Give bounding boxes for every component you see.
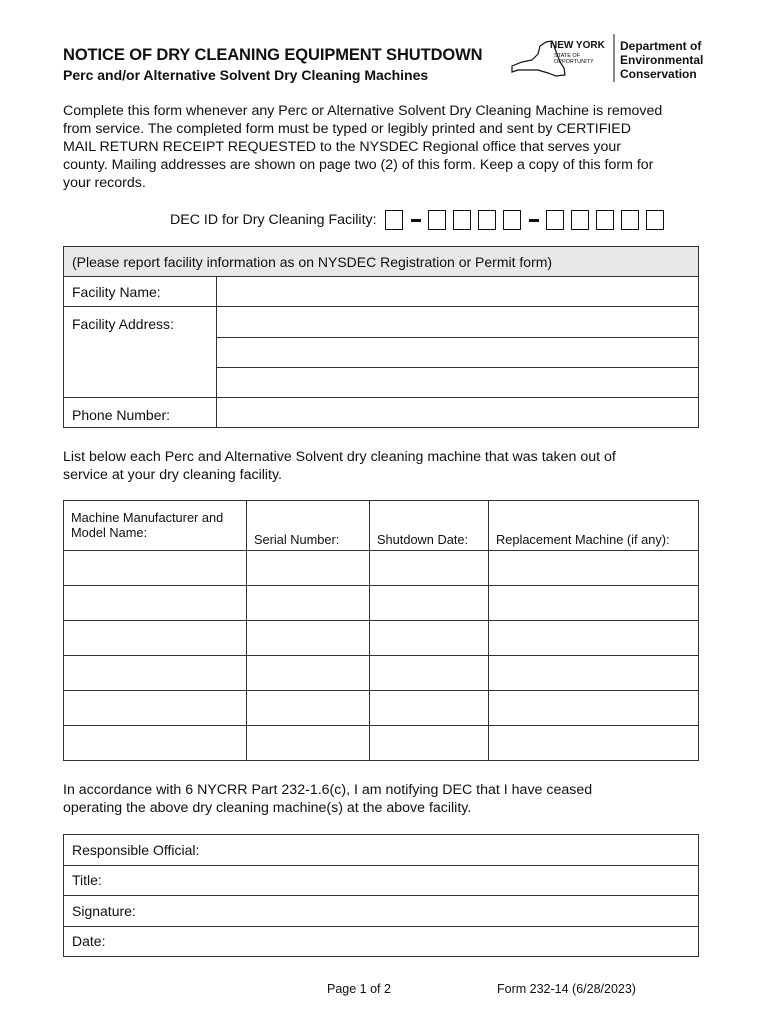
table-row	[64, 691, 699, 726]
notification-line: operating the above dry cleaning machine(s) at the above facility.	[63, 800, 472, 816]
col-header-model-line-2: Model Name:	[71, 525, 148, 540]
model-cell[interactable]	[64, 691, 247, 726]
responsible-official-field[interactable]: Responsible Official:	[64, 835, 699, 866]
model-cell[interactable]	[64, 551, 247, 586]
logo-state-name: NEW YORK	[550, 40, 605, 51]
signature-field[interactable]: Signature:	[64, 896, 699, 927]
dec-id-digit-box[interactable]	[571, 210, 589, 230]
facility-info-table	[63, 246, 699, 428]
signature-table	[63, 834, 699, 957]
form-number: Form 232-14 (6/28/2023)	[497, 982, 636, 996]
facility-name-field[interactable]	[217, 277, 699, 307]
serial-cell[interactable]	[247, 621, 370, 656]
intro-line: Complete this form whenever any Perc or Alternative Solvent Dry Cleaning Machine is removed	[63, 103, 663, 119]
page-subtitle: Perc and/or Alternative Solvent Dry Cleaning Machines	[63, 67, 429, 83]
machines-table	[63, 500, 699, 761]
serial-cell[interactable]	[247, 586, 370, 621]
title-field[interactable]: Title:	[64, 865, 699, 896]
replacement-cell[interactable]	[489, 656, 699, 691]
replacement-cell[interactable]	[489, 726, 699, 761]
serial-cell[interactable]	[247, 551, 370, 586]
facility-address-field-3[interactable]	[217, 368, 699, 398]
shutdown-cell[interactable]	[370, 691, 489, 726]
notification-line: In accordance with 6 NYCRR Part 232-1.6(c), I am notifying DEC that I have ceased	[63, 782, 593, 798]
dec-id-separator	[411, 219, 421, 222]
replacement-cell[interactable]	[489, 551, 699, 586]
intro-paragraph	[63, 102, 713, 192]
replacement-cell[interactable]	[489, 621, 699, 656]
model-cell[interactable]	[64, 726, 247, 761]
page-number: Page 1 of 2	[327, 982, 391, 996]
serial-cell[interactable]	[247, 691, 370, 726]
table-row	[64, 726, 699, 761]
dec-id-label: DEC ID for Dry Cleaning Facility:	[170, 212, 377, 228]
logo-state-tagline-1: STATE OF	[554, 53, 581, 59]
machines-intro	[63, 448, 713, 484]
date-field[interactable]: Date:	[64, 926, 699, 957]
replacement-cell[interactable]	[489, 691, 699, 726]
shutdown-cell[interactable]	[370, 586, 489, 621]
replacement-cell[interactable]	[489, 586, 699, 621]
intro-line: your records.	[63, 175, 146, 191]
shutdown-cell[interactable]	[370, 621, 489, 656]
dec-id-digit-box[interactable]	[478, 210, 496, 230]
facility-address-label: Facility Address:	[64, 307, 217, 398]
col-header-shutdown: Shutdown Date:	[370, 501, 489, 551]
machines-intro-line: service at your dry cleaning facility.	[63, 467, 282, 483]
dec-id-digit-box[interactable]	[646, 210, 664, 230]
model-cell[interactable]	[64, 586, 247, 621]
dec-id-digit-box[interactable]	[546, 210, 564, 230]
dec-id-separator	[529, 219, 539, 222]
col-header-model-line-1: Machine Manufacturer and	[71, 510, 224, 525]
col-header-replacement: Replacement Machine (if any):	[489, 501, 699, 551]
col-header-model	[64, 501, 247, 551]
page-title: NOTICE OF DRY CLEANING EQUIPMENT SHUTDOWN	[63, 46, 483, 64]
table-row	[64, 551, 699, 586]
dec-id-row	[170, 208, 671, 232]
phone-number-label: Phone Number:	[64, 398, 217, 428]
table-row	[64, 621, 699, 656]
serial-cell[interactable]	[247, 656, 370, 691]
dec-id-digit-box[interactable]	[453, 210, 471, 230]
logo-dept-line-1: Department of	[620, 39, 702, 53]
logo-dept-line-2: Environmental	[620, 53, 704, 67]
facility-table-header: (Please report facility information as on NYSDEC Registration or Permit form)	[64, 247, 699, 277]
dec-id-digit-box[interactable]	[428, 210, 446, 230]
table-row	[64, 586, 699, 621]
serial-cell[interactable]	[247, 726, 370, 761]
notification-statement	[63, 781, 713, 817]
intro-line: MAIL RETURN RECEIPT REQUESTED to the NYSDEC Regional office that serves your	[63, 139, 621, 155]
machines-intro-line: List below each Perc and Alternative Solvent dry cleaning machine that was taken out of	[63, 449, 616, 465]
col-header-serial: Serial Number:	[247, 501, 370, 551]
shutdown-cell[interactable]	[370, 726, 489, 761]
logo-state-tagline-2: OPPORTUNITY	[554, 59, 594, 65]
facility-address-field-2[interactable]	[217, 338, 699, 368]
dec-id-digit-box[interactable]	[621, 210, 639, 230]
dec-id-digit-box[interactable]	[596, 210, 614, 230]
phone-number-field[interactable]	[217, 398, 699, 428]
model-cell[interactable]	[64, 656, 247, 691]
dec-id-digit-box[interactable]	[503, 210, 521, 230]
shutdown-cell[interactable]	[370, 551, 489, 586]
shutdown-cell[interactable]	[370, 656, 489, 691]
intro-line: county. Mailing addresses are shown on page two (2) of this form. Keep a copy of this form for	[63, 157, 654, 173]
dec-id-digit-box[interactable]	[385, 210, 403, 230]
nys-dec-logo	[508, 32, 713, 84]
table-row	[64, 656, 699, 691]
facility-address-field-1[interactable]	[217, 307, 699, 338]
model-cell[interactable]	[64, 621, 247, 656]
logo-dept-line-3: Conservation	[620, 67, 697, 81]
facility-name-label: Facility Name:	[64, 277, 217, 307]
intro-line: from service. The completed form must be typed or legibly printed and sent by CERTIFIED	[63, 121, 632, 137]
